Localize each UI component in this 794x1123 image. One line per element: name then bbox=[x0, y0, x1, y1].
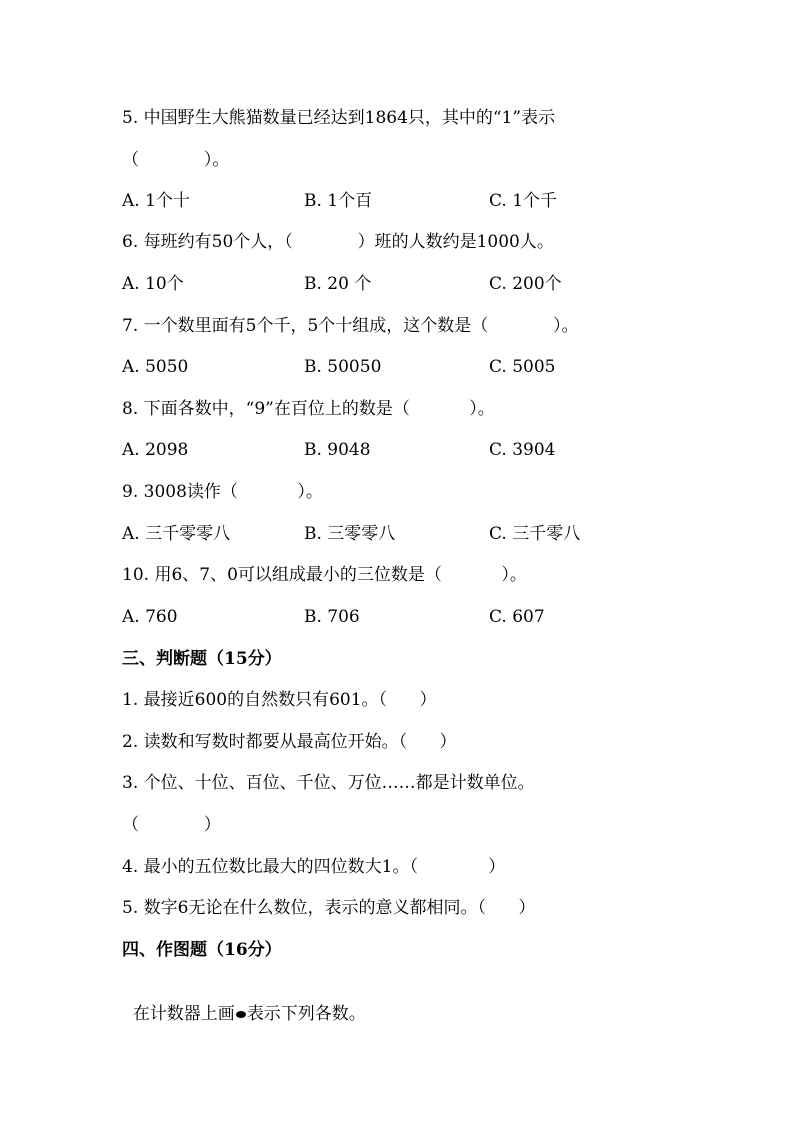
q9-stem: 9. 3008读作（ ）。 bbox=[122, 482, 323, 502]
q5-stem: 5. 中国野生大熊猫数量已经达到1864只，其中的“1”表示 bbox=[122, 108, 556, 128]
q7-option-a: A. 5050 bbox=[122, 357, 189, 377]
q10-options bbox=[0, 606, 794, 628]
q7-option-b: B. 50050 bbox=[304, 357, 382, 377]
q5-options bbox=[0, 190, 794, 212]
q5-option-a: A. 1个十 bbox=[122, 191, 190, 211]
q10-option-c: C. 607 bbox=[489, 607, 545, 627]
q10-stem: 10. 用6、7、0可以组成最小的三位数是（ ）。 bbox=[122, 565, 527, 585]
section3-title: 三、判断题（15分） bbox=[122, 649, 282, 669]
judge-item-1: 1. 最接近600的自然数只有601。（ ） bbox=[122, 690, 437, 710]
section4-title: 四、作图题（16分） bbox=[122, 940, 282, 960]
q7-stem: 7. 一个数里面有5个千，5个十组成，这个数是（ ）。 bbox=[122, 316, 579, 336]
judge-item-4: 4. 最小的五位数比最大的四位数大1。（ ） bbox=[122, 857, 506, 877]
q7-option-c: C. 5005 bbox=[489, 357, 556, 377]
q9-option-a: A. 三千零零八 bbox=[122, 524, 231, 544]
q5-option-b: B. 1个百 bbox=[304, 191, 373, 211]
q8-option-b: B. 9048 bbox=[304, 440, 371, 460]
q8-option-a: A. 2098 bbox=[122, 440, 189, 460]
instruction-text-after: 表示下列各数。 bbox=[246, 1004, 366, 1024]
judge-item-3-blank: （ ） bbox=[122, 815, 221, 835]
q5-option-c: C. 1个千 bbox=[489, 191, 558, 211]
judge-item-5: 5. 数字6无论在什么数位，表示的意义都相同。（ ） bbox=[122, 898, 536, 918]
q10-option-a: A. 760 bbox=[122, 607, 178, 627]
instruction-text-before: 在计数器上画 bbox=[132, 1004, 235, 1024]
q7-options bbox=[0, 356, 794, 378]
q6-option-c: C. 200个 bbox=[489, 274, 562, 294]
q8-options bbox=[0, 439, 794, 461]
judge-item-2: 2. 读数和写数时都要从最高位开始。（ ） bbox=[122, 732, 457, 752]
q8-stem: 8. 下面各数中，“9”在百位上的数是（ ）。 bbox=[122, 399, 495, 419]
q6-option-a: A. 10个 bbox=[122, 274, 184, 294]
q6-options bbox=[0, 273, 794, 295]
q9-options bbox=[0, 523, 794, 545]
q5-blank: （ ）。 bbox=[122, 150, 230, 170]
q9-option-c: C. 三千零八 bbox=[489, 524, 581, 544]
q9-option-b: B. 三零零八 bbox=[304, 524, 396, 544]
judge-item-3: 3. 个位、十位、百位、千位、万位……都是计数单位。 bbox=[122, 773, 535, 793]
q8-option-c: C. 3904 bbox=[489, 440, 556, 460]
bead-dot-icon bbox=[236, 1011, 246, 1018]
section4-instruction bbox=[122, 981, 366, 1025]
q6-option-b: B. 20 个 bbox=[304, 274, 372, 294]
q6-stem: 6. 每班约有50个人，（ ）班的人数约是1000人。 bbox=[122, 232, 554, 252]
q10-option-b: B. 706 bbox=[304, 607, 360, 627]
